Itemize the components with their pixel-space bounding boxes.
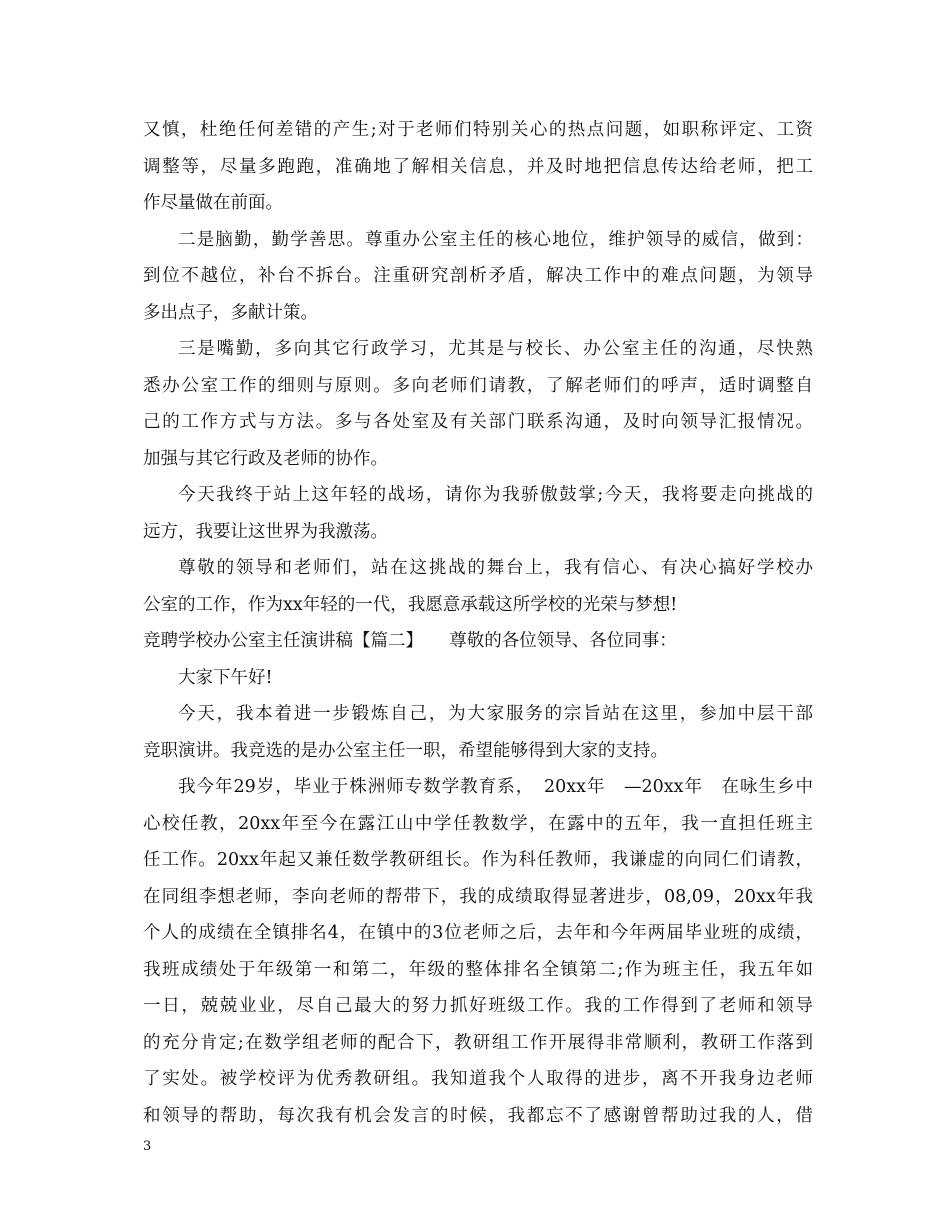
text-line: 任工作。20xx年起又兼任数学教研组长。作为科任教师，我谦虚的向同仁们请教， — [143, 850, 813, 870]
text-line: 在同组李想老师，李向老师的帮带下，我的成绩取得显著进步，08,09，20xx年我 — [143, 886, 813, 907]
paragraph-start-line: 今天我终于站上这年轻的战场，请你为我骄傲鼓掌;今天，我将要走向挑战的 — [178, 485, 813, 505]
text-line: 的充分肯定;在数学组老师的配合下，教研组工作开展得非常顺利，教研工作落到 — [143, 1032, 813, 1053]
text-line: 和领导的帮助，每次我有机会发言的时候，我都忘不了感谢曾帮助过我的人，借 — [143, 1105, 813, 1126]
greeting-line: 大家下午好! — [178, 667, 273, 688]
text-line: 又慎，杜绝任何差错的产生;对于老师们特别关心的热点问题，如职称评定、工资 — [143, 120, 813, 140]
text-line: 竞职演讲。我竞选的是办公室主任一职，希望能够得到大家的支持。 — [143, 740, 668, 761]
text-line: 我班成绩处于年级第一和第二，年级的整体排名全镇第二;作为班主任，我五年如 — [143, 959, 813, 980]
paragraph-start-line: 今天，我本着进一步锻炼自己，为大家服务的宗旨站在这里，参加中层干部 — [178, 704, 813, 724]
text-line: 一日，兢兢业业，尽自己最大的努力抓好班级工作。我的工作得到了老师和领导 — [143, 996, 813, 1016]
paragraph-start-line: 我今年29岁，毕业于株洲师专数学教育系， 20xx年 —20xx年 在咏生乡中 — [178, 777, 813, 797]
section-heading-line: 竞聘学校办公室主任演讲稿【篇二】 尊敬的各位领导、各位同事： — [143, 631, 677, 651]
text-line: 公室的工作，作为xx年轻的一代，我愿意承载这所学校的光荣与梦想! — [143, 594, 678, 615]
text-line: 到位不越位，补台不拆台。注重研究剖析矛盾，解决工作中的难点问题，为领导 — [143, 266, 813, 286]
text-line: 悉办公室工作的细则与原则。多向老师们请教，了解老师们的呼声，适时调整自 — [143, 375, 813, 396]
text-line: 多出点子，多献计策。 — [143, 302, 318, 323]
page-number: 3 — [143, 1139, 152, 1154]
document-body — [143, 112, 813, 1134]
text-line: 调整等，尽量多跑跑，准确地了解相关信息，并及时地把信息传达给老师，把工 — [143, 156, 813, 177]
paragraph-start-line: 三是嘴勤，多向其它行政学习，尤其是与校长、办公室主任的沟通，尽快熟 — [178, 339, 813, 359]
text-line: 个人的成绩在全镇排名4，在镇中的3位老师之后，去年和今年两届毕业班的成绩， — [143, 923, 813, 943]
text-line: 加强与其它行政及老师的协作。 — [143, 448, 388, 469]
paragraph-start-line: 尊敬的领导和老师们，站在这挑战的舞台上，我有信心、有决心搞好学校办 — [178, 558, 813, 578]
paragraph-start-line: 二是脑勤，勤学善思。尊重办公室主任的核心地位，维护领导的威信，做到： — [178, 229, 813, 250]
text-line: 了实处。被学校评为优秀教研组。我知道我个人取得的进步，离不开我身边老师 — [143, 1069, 813, 1089]
text-line: 心校任教，20xx年至今在露江山中学任教数学，在露中的五年，我一直担任班主 — [143, 813, 813, 834]
text-line: 己的工作方式与方法。多与各处室及有关部门联系沟通，及时向领导汇报情况。 — [143, 412, 813, 432]
text-line: 远方，我要让这世界为我激荡。 — [143, 521, 388, 542]
text-line: 作尽量做在前面。 — [143, 193, 283, 213]
